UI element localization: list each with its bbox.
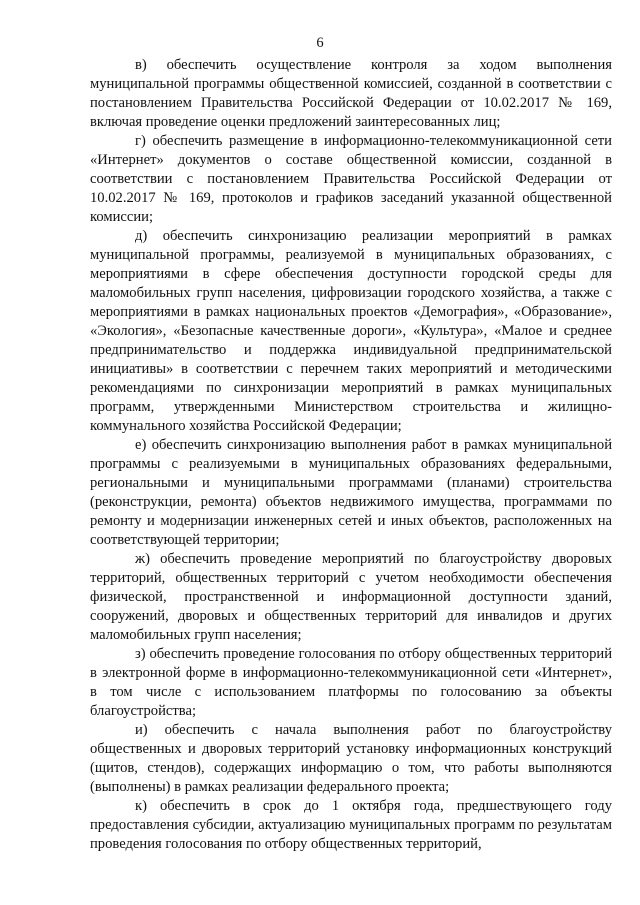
paragraph-e: е) обеспечить синхронизацию выполнения работ в рамках муниципальной программы с реализуемыми в муниципальных образованиях федеральными, региональными и муниципальными программами (планами) строительства (реконструкции, ремонта) объектов недвижимого имущества, программами по ремонту и модернизации инженерных сетей и иных объектов, расположенных на соответствующей территории; (90, 437, 612, 548)
document-body (90, 56, 612, 854)
page-number: 6 (316, 35, 324, 51)
paragraph-z: з) обеспечить проведение голосования по отбору общественных территорий в электронной форме в информационно-телекоммуникационной сети «Интернет», в том числе с использованием платформы по голосованию за объекты благоустройства; (90, 646, 612, 719)
paragraph-d: д) обеспечить синхронизацию реализации мероприятий в рамках муниципальной программы, реализуемой в муниципальных образованиях, с мероприятиями в сфере обеспечения доступности городской среды для маломобильных групп населения, цифровизации городского хозяйства, а также с мероприятиями в рамках национальных проектов «Демография», «Образование», «Экология», «Безопасные качественные дороги», «Культура», «Малое и среднее предпринимательство и поддержка индивидуальной предпринимательской инициативы» в соответствии с перечнем таких мероприятий и методическими рекомендациями по синхронизации мероприятий в рамках муниципальных программ, утвержденными Министерством строительства и жилищно-коммунального хозяйства Российской Федерации; (90, 228, 612, 434)
paragraph-i: и) обеспечить с начала выполнения работ по благоустройству общественных и дворовых территорий установку информационных конструкций (щитов, стендов), содержащих информацию о том, что работы выполняются (выполнены) в рамках реализации федерального проекта; (90, 722, 612, 795)
paragraph-zh: ж) обеспечить проведение мероприятий по благоустройству дворовых территорий, общественных территорий с учетом необходимости обеспечения физической, пространственной и информационной доступности зданий, сооружений, дворовых и общественных территорий для инвалидов и других маломобильных групп населения; (90, 551, 612, 643)
paragraph-g: г) обеспечить размещение в информационно-телекоммуникационной сети «Интернет» документов о составе общественной комиссии, созданной в соответствии с постановлением Правительства Российской Федерации от 10.02.2017 № 169, протоколов и графиков заседаний указанной общественной комиссии; (90, 133, 612, 225)
paragraph-v: в) обеспечить осуществление контроля за ходом выполнения муниципальной программы общественной комиссией, созданной в соответствии с постановлением Правительства Российской Федерации от 10.02.2017 № 169, включая проведение оценки предложений заинтересованных лиц; (90, 57, 612, 130)
paragraph-k: к) обеспечить в срок до 1 октября года, предшествующего году предоставления субсидии, актуализацию муниципальных программ по результатам проведения голосования по отбору общественных территорий, (90, 798, 612, 852)
